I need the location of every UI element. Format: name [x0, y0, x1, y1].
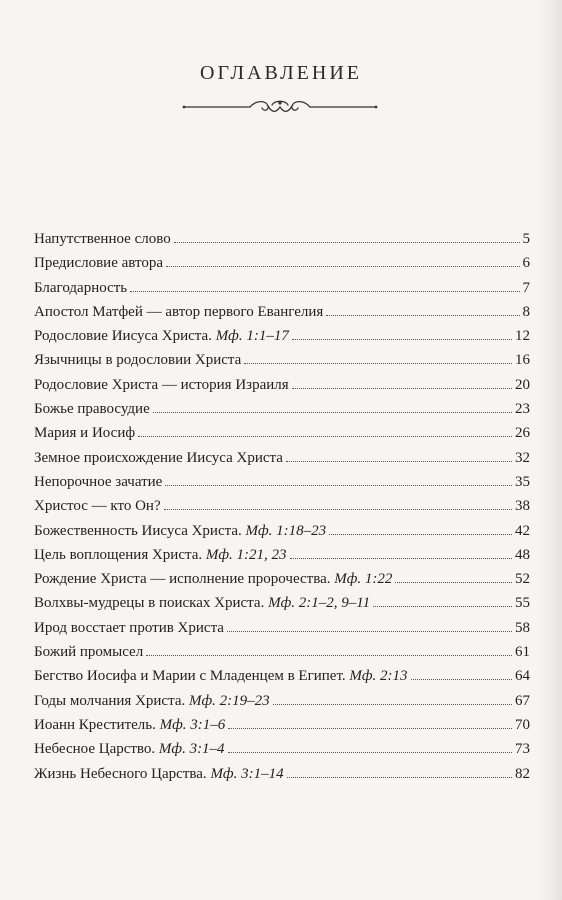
- toc-entry-title-text: Непорочное зачатие: [34, 473, 163, 490]
- dot-leader: [286, 461, 512, 462]
- dot-leader: [130, 291, 519, 292]
- toc-entry-title-text: Бегство Иосифа и Марии с Младенцем в Египет.: [34, 668, 346, 685]
- toc-entry[interactable]: [34, 229, 530, 253]
- table-of-contents: [34, 229, 530, 788]
- toc-entry-title-text: Земное происхождение Иисуса Христа: [34, 449, 283, 466]
- toc-entry-page-number: 58: [515, 619, 530, 636]
- toc-entry[interactable]: [34, 593, 530, 617]
- dot-leader: [174, 242, 520, 243]
- toc-entry[interactable]: [34, 472, 530, 496]
- toc-entry[interactable]: [34, 691, 530, 715]
- toc-entry-page-number: 42: [515, 522, 530, 539]
- toc-entry-title: [34, 496, 161, 516]
- toc-entry-title: [34, 448, 283, 468]
- toc-entry-title: [34, 302, 323, 322]
- toc-entry[interactable]: [34, 326, 530, 350]
- toc-entry-page-number: 52: [515, 571, 530, 588]
- toc-entry-page-number: 6: [522, 255, 530, 272]
- toc-entry-scripture-ref: Мф. 2:1–2, 9–11: [268, 595, 371, 612]
- toc-entry-title-text: Божий промысел: [34, 644, 144, 661]
- dot-leader: [164, 509, 512, 510]
- toc-entry-page-number: 82: [515, 765, 530, 782]
- toc-entry-scripture-ref: Мф. 1:1–17: [215, 328, 289, 345]
- toc-entry-title-text: Предисловие автора: [34, 255, 163, 272]
- toc-entry[interactable]: [34, 350, 530, 374]
- toc-entry-page-number: 38: [515, 498, 530, 515]
- toc-entry[interactable]: [34, 715, 530, 739]
- dot-leader: [227, 631, 512, 632]
- toc-entry-title: [34, 253, 163, 273]
- toc-entry[interactable]: [34, 496, 530, 520]
- dot-leader: [244, 363, 512, 364]
- dot-leader: [153, 412, 512, 413]
- toc-entry[interactable]: [34, 545, 530, 569]
- toc-entry[interactable]: [34, 399, 530, 423]
- toc-entry-title-text: Родословие Иисуса Христа.: [34, 328, 212, 345]
- toc-entry-title: [34, 423, 135, 443]
- toc-entry-title: [34, 593, 370, 613]
- toc-entry-title-text: Небесное Царство.: [34, 741, 156, 758]
- toc-entry[interactable]: [34, 569, 530, 593]
- toc-entry-title-text: Божественность Иисуса Христа.: [34, 522, 242, 539]
- toc-entry-page-number: 70: [515, 716, 530, 733]
- toc-entry[interactable]: [34, 521, 530, 545]
- toc-entry-title-text: Цель воплощения Христа.: [34, 546, 203, 563]
- dot-leader: [228, 752, 512, 753]
- toc-entry-title: [34, 350, 241, 370]
- toc-entry-title-text: Иоанн Креститель.: [34, 716, 156, 733]
- toc-entry[interactable]: [34, 302, 530, 326]
- toc-entry-title-text: Благодарность: [34, 279, 128, 296]
- page-edge-shadow: [540, 0, 562, 900]
- dot-leader: [273, 704, 512, 705]
- toc-entry-title-text: Родословие Христа — история Израиля: [34, 376, 289, 393]
- toc-entry[interactable]: [34, 448, 530, 472]
- toc-entry-title-text: Язычницы в родословии Христа: [34, 352, 242, 369]
- dot-leader: [228, 728, 512, 729]
- toc-entry-page-number: 55: [515, 595, 530, 612]
- toc-entry-scripture-ref: Мф. 3:1–6: [159, 716, 226, 733]
- toc-entry[interactable]: [34, 739, 530, 763]
- toc-entry-title: [34, 618, 224, 638]
- toc-entry-title: [34, 666, 408, 686]
- dot-leader: [292, 388, 512, 389]
- toc-entry-page-number: 67: [515, 692, 530, 709]
- dot-leader: [395, 582, 512, 583]
- toc-entry-scripture-ref: Мф. 3:1–14: [210, 765, 284, 782]
- dot-leader: [166, 266, 520, 267]
- toc-entry-title: [34, 764, 284, 784]
- dot-leader: [326, 315, 519, 316]
- toc-entry-title-text: Рождение Христа — исполнение пророчества.: [34, 571, 331, 588]
- toc-entry-title: [34, 278, 127, 298]
- toc-entry-title-text: Ирод восстает против Христа: [34, 619, 224, 636]
- toc-entry-page-number: 35: [515, 473, 530, 490]
- toc-entry-page-number: 48: [515, 546, 530, 563]
- toc-entry-page-number: 16: [515, 352, 530, 369]
- toc-entry-page-number: 73: [515, 741, 530, 758]
- toc-entry-title: [34, 326, 289, 346]
- toc-entry-title-text: Жизнь Небесного Царства.: [34, 765, 207, 782]
- toc-entry[interactable]: [34, 618, 530, 642]
- toc-entry[interactable]: [34, 278, 530, 302]
- toc-entry-title: [34, 472, 162, 492]
- toc-entry[interactable]: [34, 375, 530, 399]
- toc-entry-title: [34, 229, 171, 249]
- toc-entry-title: [34, 715, 225, 735]
- toc-entry-title-text: Годы молчания Христа.: [34, 692, 186, 709]
- dot-leader: [146, 655, 512, 656]
- toc-entry-title: [34, 691, 270, 711]
- toc-entry-page-number: 8: [522, 303, 530, 320]
- toc-entry[interactable]: [34, 423, 530, 447]
- toc-entry-title: [34, 642, 143, 662]
- toc-entry-page-number: 20: [515, 376, 530, 393]
- toc-entry-title: [34, 569, 392, 589]
- toc-entry-title-text: Христос — кто Он?: [34, 498, 161, 515]
- toc-entry[interactable]: [34, 666, 530, 690]
- dot-leader: [165, 485, 512, 486]
- dot-leader: [292, 339, 512, 340]
- toc-entry-title-text: Мария и Иосиф: [34, 425, 136, 442]
- dot-leader: [411, 679, 512, 680]
- toc-entry-page-number: 5: [522, 231, 530, 247]
- ornament-divider-icon: [180, 96, 380, 118]
- dot-leader: [329, 534, 512, 535]
- toc-entry[interactable]: [34, 253, 530, 277]
- toc-entry-page-number: 64: [515, 668, 530, 685]
- toc-entry-scripture-ref: Мф. 2:13: [349, 668, 408, 685]
- toc-entry-scripture-ref: Мф. 1:21, 23: [205, 546, 287, 563]
- toc-entry-title-text: Апостол Матфей — автор первого Евангелия: [34, 303, 324, 320]
- toc-entry-page-number: 12: [515, 328, 530, 345]
- page-title: ОГЛАВЛЕНИЕ: [200, 62, 362, 84]
- toc-entry-title-text: Божье правосудие: [34, 401, 150, 418]
- toc-entry[interactable]: [34, 642, 530, 666]
- toc-entry-page-number: 23: [515, 401, 530, 418]
- toc-entry-scripture-ref: Мф. 3:1–4: [158, 741, 225, 758]
- dot-leader: [290, 558, 512, 559]
- toc-entry-scripture-ref: Мф. 1:18–23: [245, 522, 327, 539]
- toc-entry[interactable]: [34, 764, 530, 788]
- dot-leader: [287, 777, 512, 778]
- toc-entry-page-number: 26: [515, 425, 530, 442]
- toc-entry-title: [34, 739, 225, 759]
- toc-entry-page-number: 7: [522, 279, 530, 296]
- toc-entry-title-text: Напутственное слово: [34, 231, 171, 247]
- toc-entry-title: [34, 375, 289, 395]
- toc-entry-page-number: 61: [515, 644, 530, 661]
- dot-leader: [373, 606, 512, 607]
- dot-leader: [138, 436, 512, 437]
- toc-entry-scripture-ref: Мф. 2:19–23: [188, 692, 270, 709]
- toc-entry-page-number: 32: [515, 449, 530, 466]
- toc-entry-title-text: Волхвы-мудрецы в поисках Христа.: [34, 595, 265, 612]
- toc-entry-title: [34, 521, 326, 541]
- toc-entry-title: [34, 545, 287, 565]
- toc-entry-scripture-ref: Мф. 1:22: [334, 571, 393, 588]
- toc-entry-title: [34, 399, 150, 419]
